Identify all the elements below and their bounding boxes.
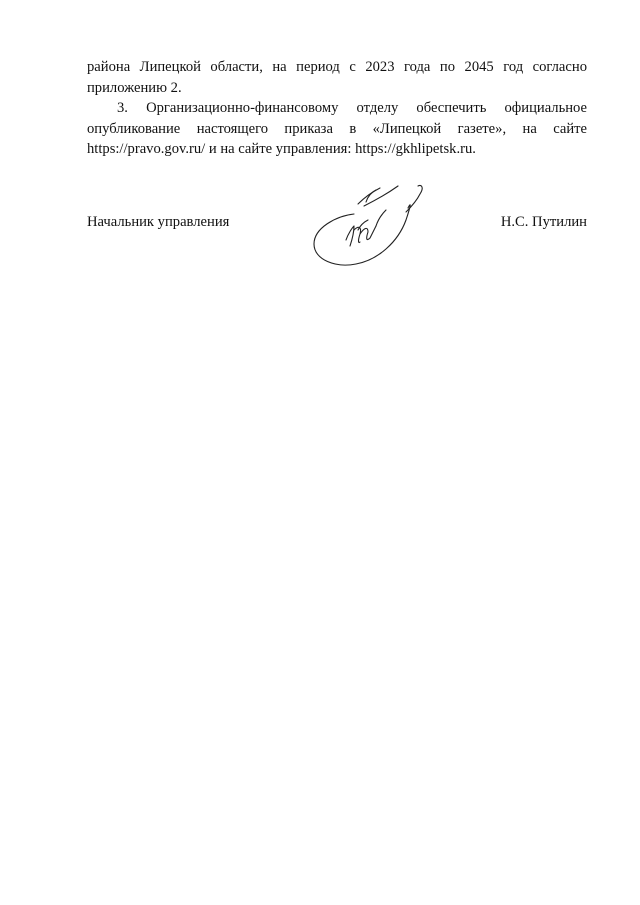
paragraph-continuation: района Липецкой области, на период с 2023 года по 2045 год согласно приложению 2. xyxy=(87,59,587,96)
signatory-name: Н.С. Путилин xyxy=(500,214,587,230)
signatory-position: Начальник управления xyxy=(87,214,230,230)
paragraph-3: 3. Организационно-финансовому отделу обеспечить официальное опубликование настоящего приказа в «Липецкой газете», на сайте https://pravo.gov.ru/ и на сайте управления: https://gkhlipetsk.ru. xyxy=(87,100,587,157)
handwritten-signature-icon xyxy=(306,180,436,272)
document-body xyxy=(87,57,587,160)
